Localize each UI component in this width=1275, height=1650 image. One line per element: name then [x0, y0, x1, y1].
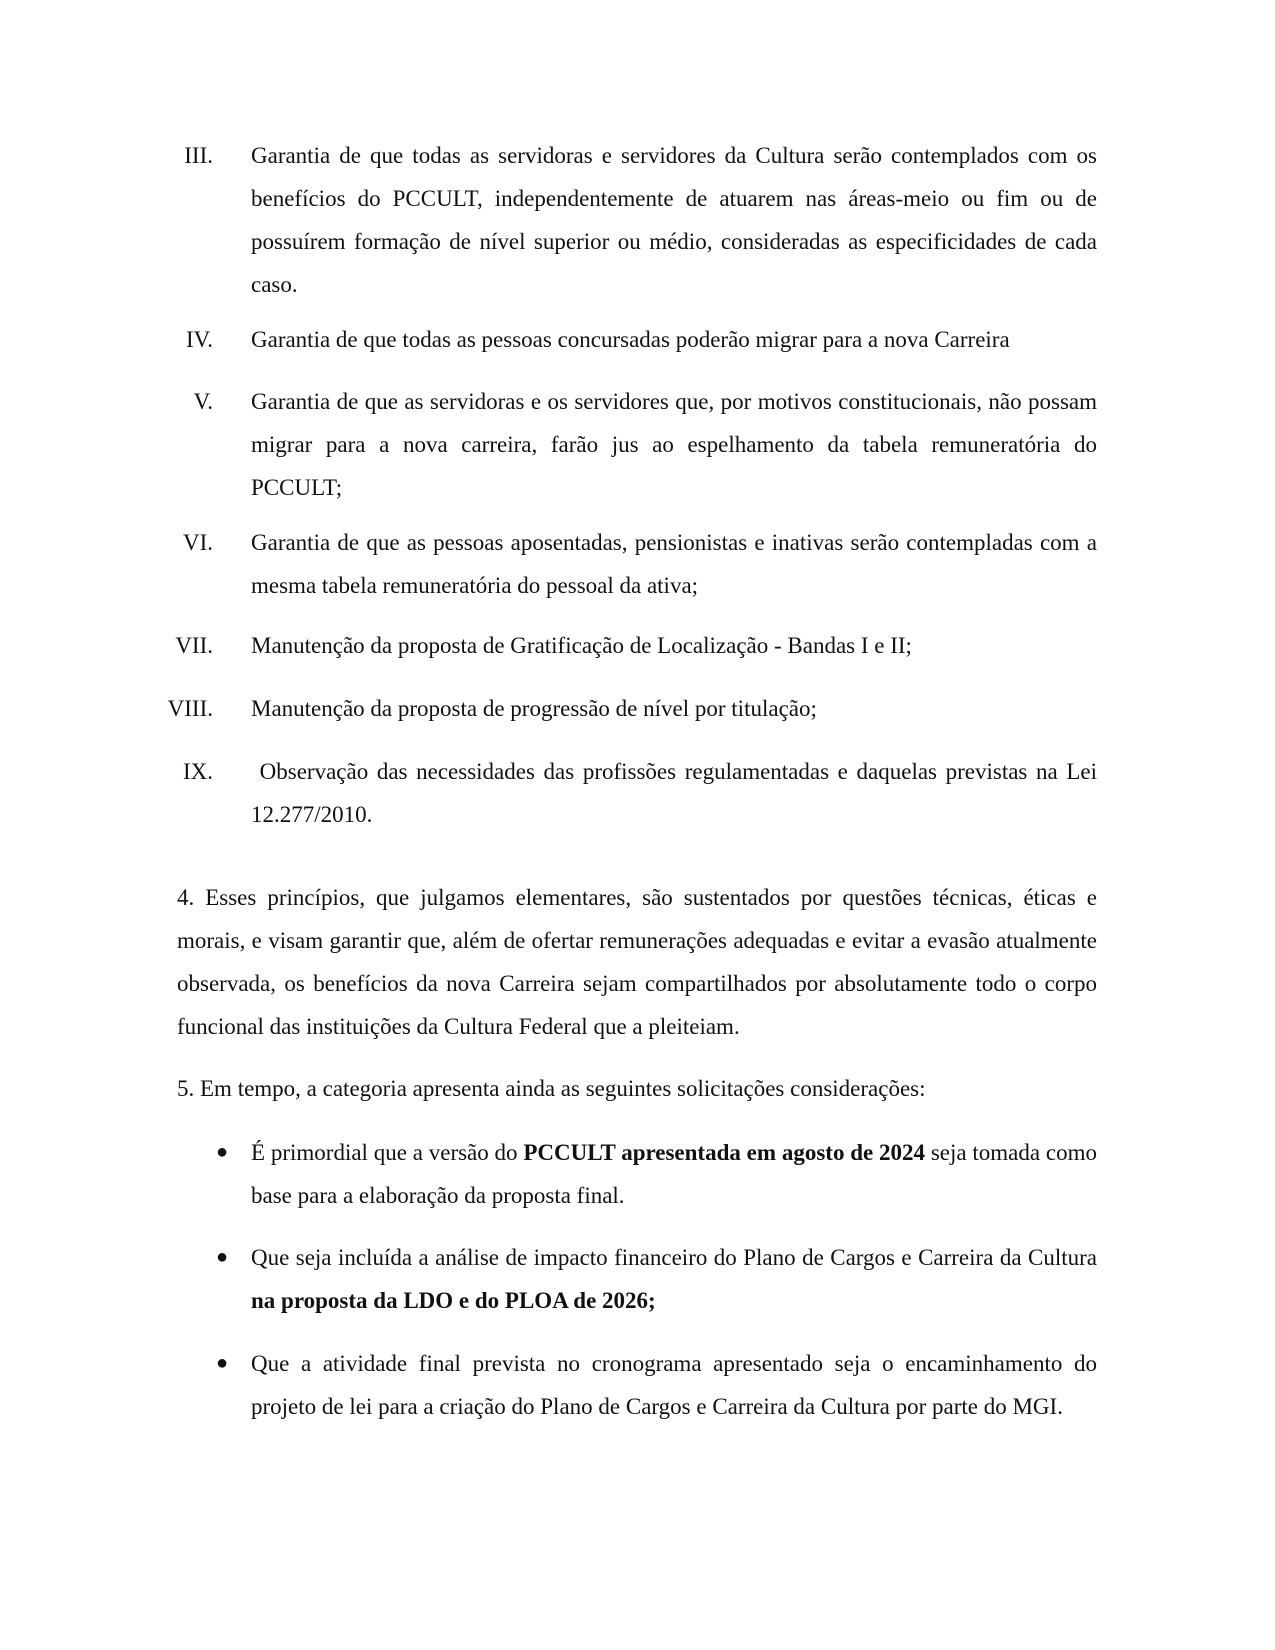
bullet-icon: ● [216, 1141, 229, 1163]
bullet-text-bold: na proposta da LDO e do PLOA de 2026; [251, 1288, 656, 1313]
bullet-text-pre: É primordial que a versão do [251, 1140, 524, 1165]
list-number: IX. [182, 759, 213, 784]
bullet-text-pre: Que a atividade final prevista no cronograma apresentado seja o encaminhamento do projeto de lei para a criação do Plano de Cargos e Carreira da Cultura por parte do MGI. [251, 1351, 1097, 1419]
list-number: VIII. [167, 696, 213, 721]
bullet-icon: ● [216, 1352, 229, 1374]
list-text: Garantia de que todas as servidoras e servidores da Cultura serão contemplados com os benefícios do PCCULT, independentemente de atuarem nas áreas-meio ou fim ou de possuírem formação de nível superior ou médio, consideradas as especificidades de cada caso. [251, 143, 1097, 297]
list-text: Garantia de que as servidoras e os servidores que, por motivos constitucionais, não possam migrar para a nova carreira, farão jus ao espelhamento da tabela remuneratória do PCCULT; [251, 389, 1097, 500]
bullet-icon: ● [216, 1246, 229, 1268]
list-number: VII. [175, 633, 213, 658]
list-number: V. [193, 389, 213, 414]
list-number: IV. [185, 327, 213, 352]
list-number: VI. [182, 530, 213, 555]
bullet-text [251, 1342, 1097, 1428]
bullet-text-post: seja tomada como base para a elaboração da proposta final. [251, 1140, 1097, 1208]
list-text: Manutenção da proposta de progressão de nível por titulação; [251, 696, 817, 721]
bullet-text [251, 1131, 1097, 1217]
list-text: Manutenção da proposta de Gratificação de Localização - Bandas I e II; [251, 633, 912, 658]
paragraph-5: 5. Em tempo, a categoria apresenta ainda as seguintes solicitações considerações: [177, 1076, 926, 1101]
list-text: Observação das necessidades das profissões regulamentadas e daquelas previstas na Lei 12.277/2010. [251, 759, 1103, 827]
bullet-text-bold: PCCULT apresentada em agosto de 2024 [523, 1140, 926, 1165]
list-number: III. [184, 143, 213, 168]
bullet-text-pre: Que seja incluída a análise de impacto financeiro do Plano de Cargos e Carreira da Cultura [251, 1245, 1097, 1270]
list-text: Garantia de que as pessoas aposentadas, pensionistas e inativas serão contempladas com a mesma tabela remuneratória do pessoal da ativa; [251, 530, 1097, 598]
bullet-text [251, 1236, 1097, 1322]
list-text: Garantia de que todas as pessoas concursadas poderão migrar para a nova Carreira [251, 327, 1010, 352]
paragraph-4: 4. Esses princípios, que julgamos elementares, são sustentados por questões técnicas, éticas e morais, e visam garantir que, além de ofertar remunerações adequadas e evitar a evasão atualmente observada, os benefícios da nova Carreira sejam compartilhados por absolutamente todo o corpo funcional das instituições da Cultura Federal que a pleiteiam. [177, 885, 1097, 1039]
